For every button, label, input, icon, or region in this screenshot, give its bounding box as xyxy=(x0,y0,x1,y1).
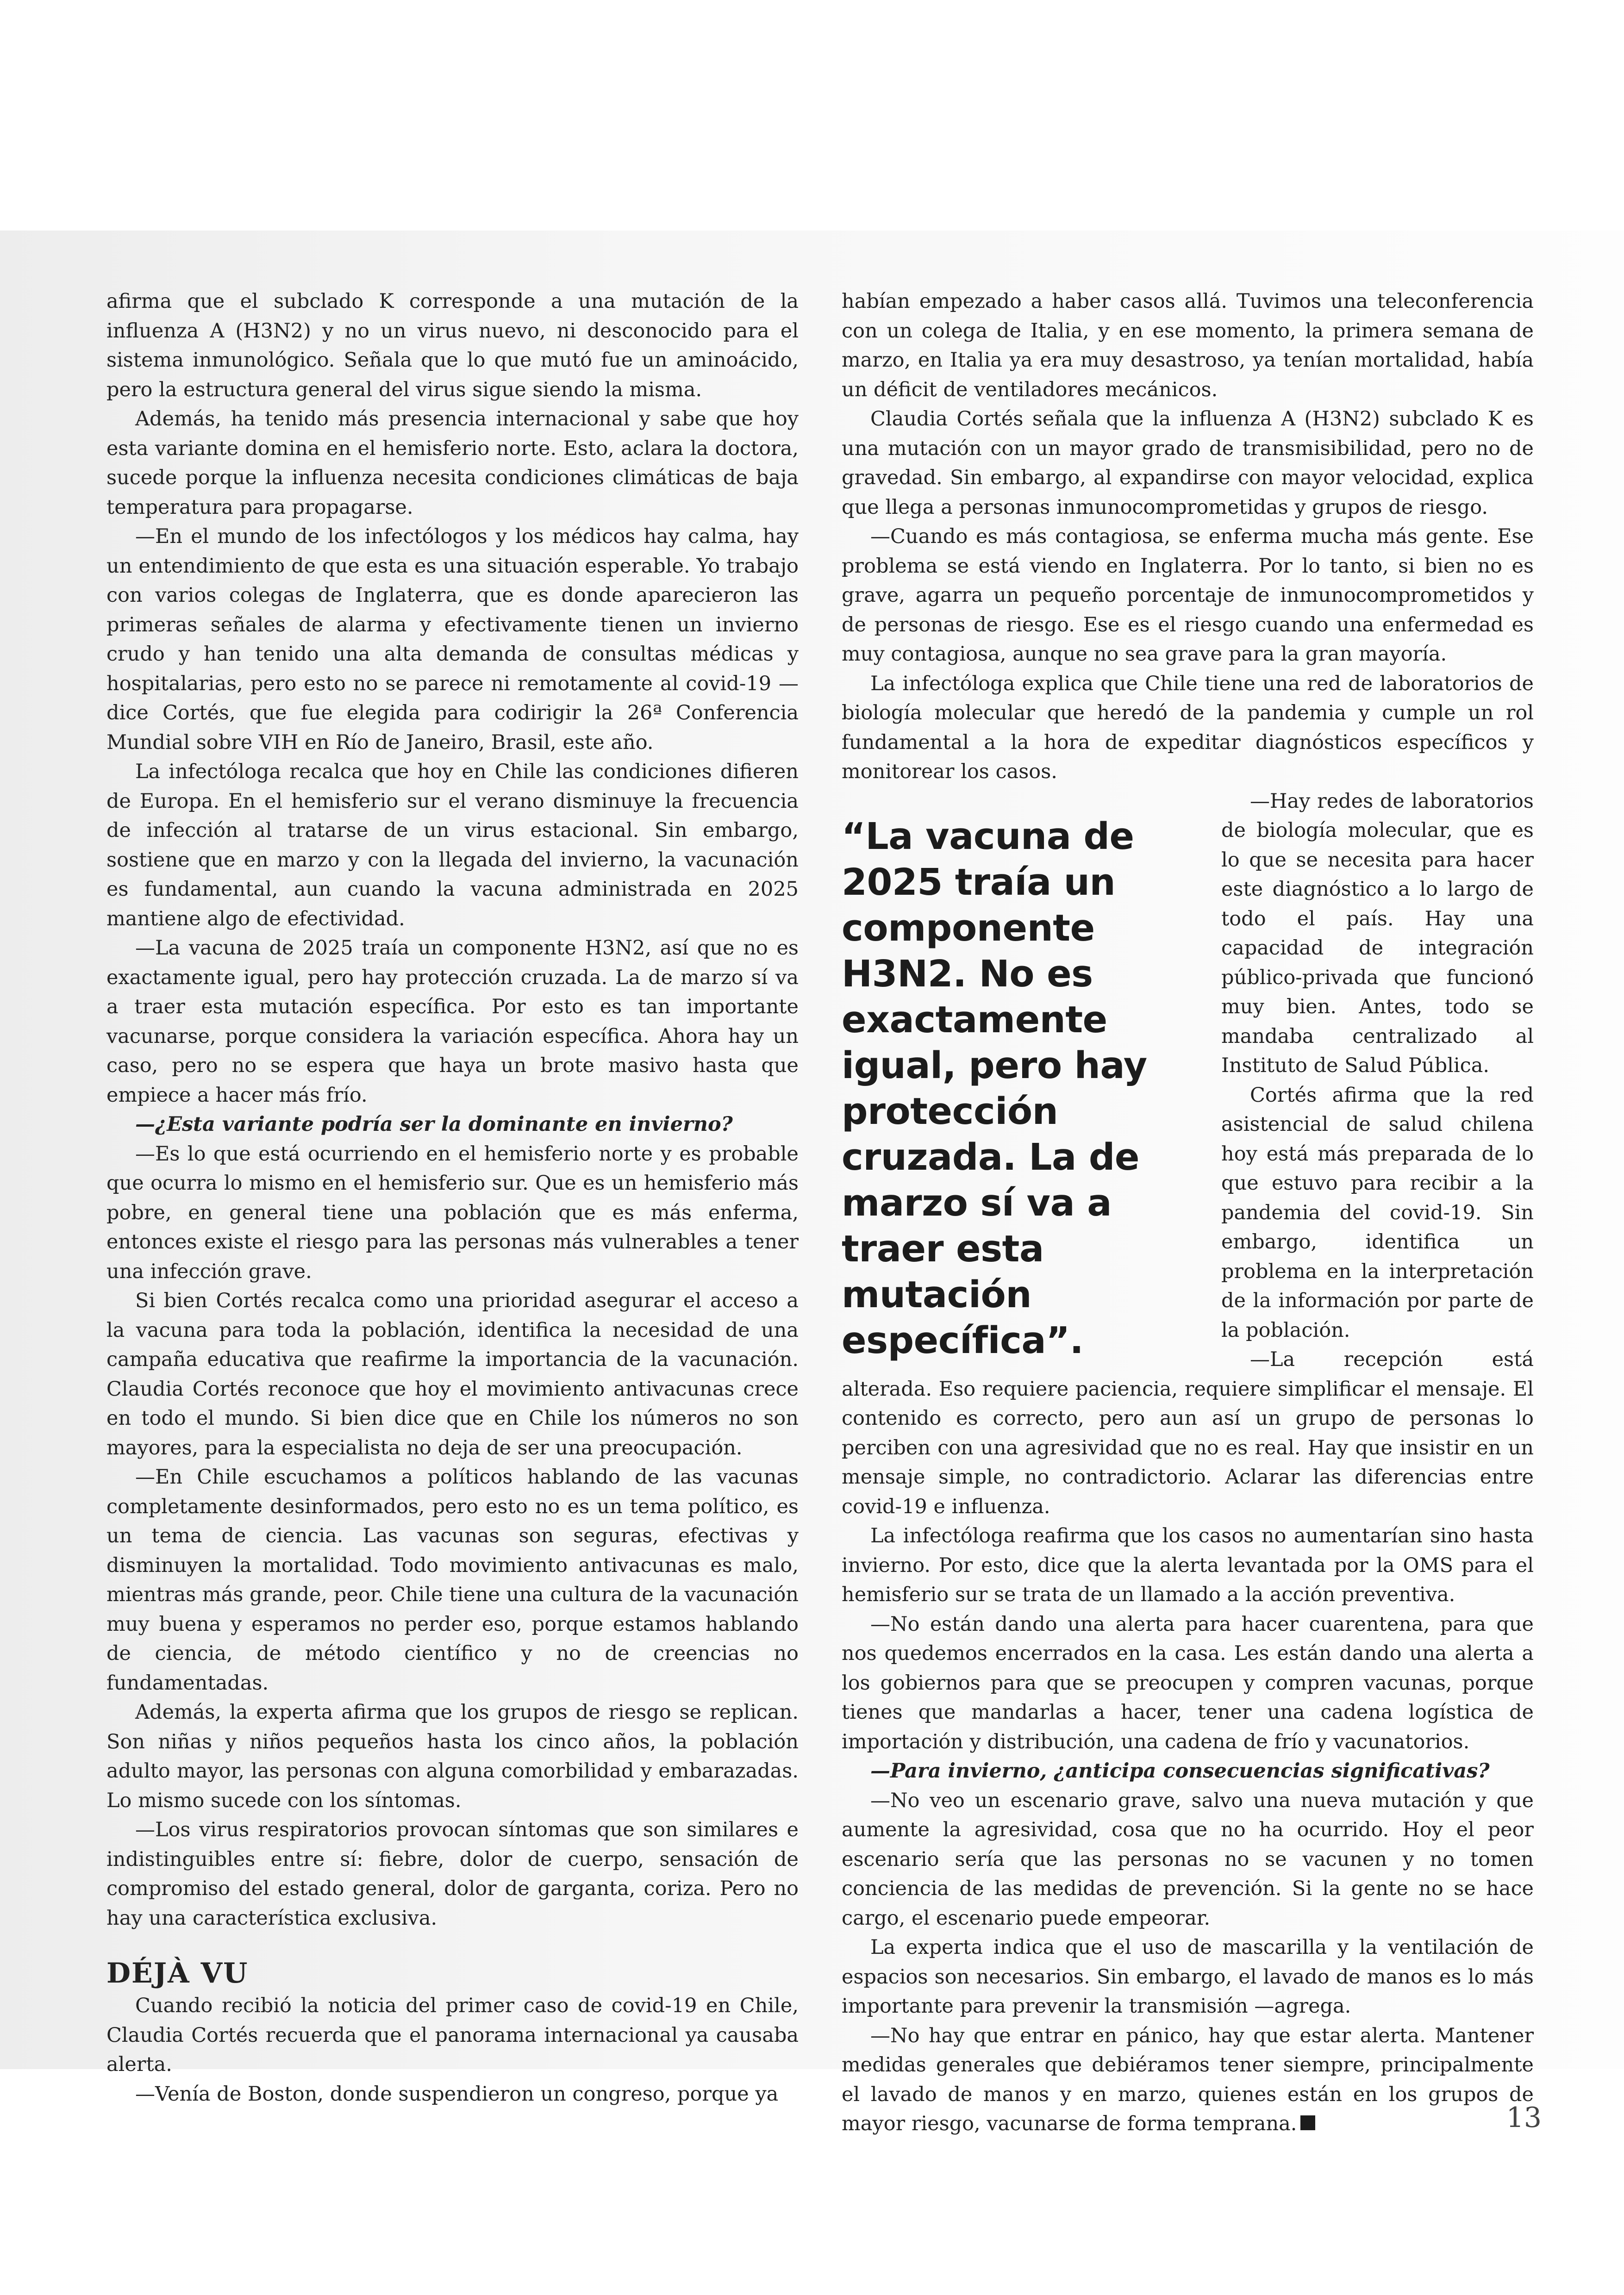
section-heading: DÉJÀ VU xyxy=(106,1957,249,1989)
paragraph: afirma que el subclado K corresponde a una mutación de la influenza A (H3N2) y no un virus nuevo, ni desconocido para el sistema inmunológico. Señala que lo que mutó fue un aminoácido, pero la estructura general del virus sigue siendo la misma. xyxy=(106,290,799,401)
page-number: 13 xyxy=(1506,2102,1542,2134)
interview-question: —¿Esta variante podría ser la dominante en invierno? xyxy=(135,1113,733,1136)
paragraph: —No están dando una alerta para hacer cuarentena, para que nos quedemos encerrados en la casa. Les están dando una alerta a los gobiernos para que se preocupen y compren vacunas, porque tienes que mandarlas a hacer, tener una cadena logística de importación y distribución, una cadena de frío y vacunatorios. xyxy=(842,1612,1534,1753)
paragraph: Cuando recibió la noticia del primer caso de covid-19 en Chile, Claudia Cortés recuerda que el panorama internacional ya causaba alerta. xyxy=(106,1994,799,2076)
paragraph: La infectóloga recalca que hoy en Chile las condiciones difieren de Europa. En el hemisferio sur el verano disminuye la frecuencia de infección al tratarse de un virus estacional. Sin embargo, sostiene que en marzo y con la llegada del invierno, la vacunación es fundamental, aun cuando la vacuna administrada en 2025 mantiene algo de efectividad. xyxy=(106,760,799,930)
paragraph: —Hay redes de laboratorios de biología molecular, que es lo que se necesita para hacer este diagnóstico a lo largo de todo el país. Hay una capacidad de integración público-privada que funcionó muy bien. Antes, todo se mandaba centralizado al Instituto de Salud Pública. xyxy=(1221,789,1534,1077)
paragraph: —En el mundo de los infectólogos y los médicos hay calma, hay un entendimiento de que esta es una situación esperable. Yo trabajo con varios colegas de Inglaterra, que es donde aparecieron las primeras señales de alarma y efectivamente tienen un invierno crudo y han tenido una alta demanda de consultas médicas y hospitalarias, pero esto no se parece ni remotamente al covid-19 —dice Cortés, que fue elegida para codirigir la 26ª Conferencia Mundial sobre VIH en Río de Janeiro, Brasil, este año. xyxy=(106,525,799,754)
paragraph: Claudia Cortés señala que la influenza A (H3N2) subclado K es una mutación con un mayor grado de transmisibilidad, pero no de gravedad. Sin embargo, al expandirse con mayor velocidad, explica que llega a personas inmunocomprometidas y grupos de riesgo. xyxy=(842,407,1534,519)
paragraph: La experta indica que el uso de mascarilla y la ventilación de espacios son necesarios. Sin embargo, el lavado de manos es lo más importante para prevenir la transmisión —agrega. xyxy=(842,1936,1534,2018)
interview-question: —Para invierno, ¿anticipa consecuencias significativas? xyxy=(870,1759,1490,1783)
paragraph: —En Chile escuchamos a políticos hablando de las vacunas completamente desinformados, pero esto no es un tema político, es un tema de ciencia. Las vacunas son seguras, efectivas y disminuyen la mortalidad. Todo movimiento antivacunas es malo, mientras más grande, peor. Chile tiene una cultura de la vacunación muy buena y esperamos no perder eso, porque estamos hablando de ciencia, de método científico y no de creencias no fundamentadas. xyxy=(106,1466,799,1695)
right-column xyxy=(842,287,1534,2139)
pull-quote: “La vacuna de 2025 traía un componente H3N2. No es exactamente igual, pero hay protección cruzada. La de marzo sí va a traer esta mutación específica”. xyxy=(842,815,1147,1362)
paragraph: —Los virus respiratorios provocan síntomas que son similares e indistinguibles entre sí: fiebre, dolor de cuerpo, sensación de compromiso del estado general, dolor de garganta, coriza. Pero no hay una característica exclusiva. xyxy=(106,1818,799,1930)
paragraph: habían empezado a haber casos allá. Tuvimos una teleconferencia con un colega de Italia, y en ese momento, la primera semana de marzo, en Italia ya era muy desastroso, ya tenían mortalidad, había un déficit de ventiladores mecánicos. xyxy=(842,290,1534,401)
paragraph: —Es lo que está ocurriendo en el hemisferio norte y es probable que ocurra lo mismo en el hemisferio sur. Que es un hemisferio más pobre, en general tiene una población que es más enferma, entonces existe el riesgo para las personas más vulnerables a tener una infección grave. xyxy=(106,1142,799,1283)
left-column xyxy=(106,287,799,2109)
paragraph: —Venía de Boston, donde suspendieron un congreso, porque ya xyxy=(135,2082,779,2106)
paragraph: La infectóloga reafirma que los casos no aumentarían sino hasta invierno. Por esto, dice que la alerta levantada por la OMS para el hemisferio sur se trata de un llamado a la acción preventiva. xyxy=(842,1524,1534,1606)
paragraph: Si bien Cortés recalca como una prioridad asegurar el acceso a la vacuna para toda la población, identifica la necesidad de una campaña educativa que reafirme la importancia de la vacunación. Claudia Cortés reconoce que hoy el movimiento antivacunas crece en todo el mundo. Si bien dice que en Chile los números no son mayores, para la especialista no deja de ser una preocupación. xyxy=(106,1289,799,1459)
paragraph: —Cuando es más contagiosa, se enferma mucha más gente. Ese problema se está viendo en Inglaterra. Por lo tanto, si bien no es grave, agarra un pequeño porcentaje de inmunocomprometidos y de personas de riesgo. Ese es el riesgo cuando una enfermedad es muy contagiosa, aunque no sea grave para la gran mayoría. xyxy=(842,525,1534,666)
paragraph: La infectóloga explica que Chile tiene una red de laboratorios de biología molecular que heredó de la pandemia y cumple un rol fundamental a la hora de expeditar diagnósticos específicos y monitorear los casos. xyxy=(842,672,1534,783)
last-paragraph xyxy=(842,2021,1534,2139)
paragraph: —No veo un escenario grave, salvo una nueva mutación y que aumente la agresividad, cosa que no ha ocurrido. Hoy el peor escenario sería que las personas no se vacunen y no tomen conciencia de las medidas de prevención. Si la gente no se hace cargo, el escenario puede empeorar. xyxy=(842,1789,1534,1930)
paragraph: Además, ha tenido más presencia internacional y sabe que hoy esta variante domina en el hemisferio norte. Esto, aclara la doctora, sucede porque la influenza necesita condiciones climáticas de baja temperatura para propagarse. xyxy=(106,407,799,519)
paragraph: Cortés afirma que la red asistencial de salud chilena hoy está más preparada de lo que estuvo para recibir a la pandemia del covid-19. Sin embargo, identifica un problema en la interpretación de la información por parte de la población. xyxy=(1221,1083,1534,1342)
end-mark-icon xyxy=(1300,2115,1315,2130)
paragraph: Además, la experta afirma que los grupos de riesgo se replican. Son niñas y niños pequeños hasta los cinco años, la población adulto mayor, las personas con alguna comorbilidad y embarazadas. Lo mismo sucede con los síntomas. xyxy=(106,1701,799,1812)
paragraph: —La recepción está alterada. Eso requiere paciencia, requiere simplificar el mensaje. El contenido es correcto, pero aun así un grupo de personas lo perciben con una agresividad que no es real. Hay que insistir en un mensaje simple, no contradictorio. Aclarar las diferencias entre covid-19 e influenza. xyxy=(842,1348,1534,1518)
paragraph-text: —No hay que entrar en pánico, hay que estar alerta. Mantener medidas generales que debiéramos tener siempre, principalmente el lavado de manos y en marzo, quienes están en los grupos de mayor riesgo, vacunarse de forma temprana. xyxy=(842,2024,1534,2135)
paragraph: —La vacuna de 2025 traía un componente H3N2, así que no es exactamente igual, pero hay protección cruzada. La de marzo sí va a traer esta mutación específica. Por esto es tan importante vacunarse, porque considera la variación específica. Ahora hay un caso, pero no se espera que haya un brote masivo hasta que empiece a hacer más frío. xyxy=(106,936,799,1107)
